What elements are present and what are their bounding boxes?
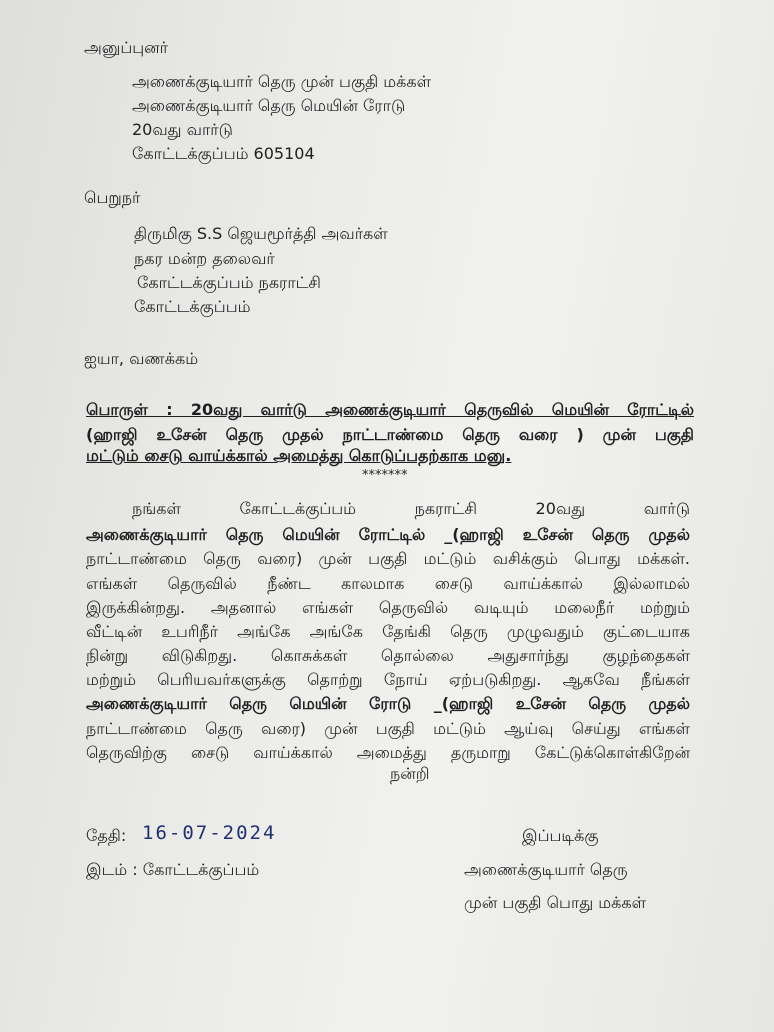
body-line-3: நாட்டாண்மை தெரு வரை) முன் பகுதி மட்டும் வசிக்கும் பொது மக்கள். — [86, 549, 690, 568]
subject-line-1 — [86, 397, 694, 422]
body-line-5: இருக்கின்றது. அதனால் எங்கள் தெருவில் வடியும் மலைநீர் மற்றும் — [86, 598, 690, 617]
receiver-line-4: கோட்டக்குப்பம் — [134, 297, 251, 316]
receiver-line-2: நகர மன்ற தலைவர் — [134, 249, 275, 268]
place-value: கோட்டக்குப்பம் — [142, 860, 260, 879]
body-line-11: தெருவிற்கு சைடு வாய்க்கால் அமைத்து தருமாறு கேட்டுக்கொள்கிறேன் — [86, 743, 690, 762]
sender-heading: அனுப்புனர் — [84, 38, 169, 57]
body-line-1: நங்கள் கோட்டக்குப்பம் நகராட்சி 20வது வார்டு — [132, 499, 690, 518]
sender-line-4: கோட்டக்குப்பம் 605104 — [132, 144, 315, 163]
subject-line-2: (ஹாஜி உசேன் தெரு முதல் நாட்டாண்மை தெரு வரை ) முன் பகுதி — [86, 425, 694, 444]
signatory-line-1: அணைக்குடியார் தெரு — [464, 860, 628, 879]
body-line-8: மற்றும் பெரியவர்களுக்கு தொற்று நோய் ஏற்படுகிறது. ஆகவே நீங்கள் — [86, 670, 690, 689]
place-line — [86, 860, 259, 880]
subject-line-1-text: பொருள் : 20வது வார்டு அணைக்குடியார் தெருவில் மெயின் ரோட்டில் — [86, 400, 694, 419]
receiver-line-3: கோட்டக்குப்பம் நகராட்சி — [137, 273, 321, 292]
place-label: இடம் : — [86, 860, 138, 879]
body-line-6: வீட்டின் உபரிநீர் அங்கே அங்கே தேங்கி தெரு முழுவதும் குட்டையாக — [86, 622, 690, 641]
body-line-2: அணைக்குடியார் தெரு மெயின் ரோட்டில் _(ஹாஜி உசேன் தெரு முதல் — [86, 525, 690, 544]
closing: இப்படிக்கு — [522, 826, 599, 845]
subject-separator: ******* — [362, 468, 408, 483]
body-line-4: எங்கள் தெருவில் நீண்ட காலமாக சைடு வாய்க்கால் இல்லாமல் — [86, 574, 690, 593]
date-value-handwritten: 16-07-2024 — [142, 822, 277, 844]
sender-line-3: 20வது வார்டு — [132, 120, 233, 139]
date-label: தேதி: — [86, 826, 127, 845]
sender-line-2: அணைக்குடியார் தெரு மெயின் ரோடு — [132, 96, 406, 115]
sender-line-1: அணைக்குடியார் தெரு முன் பகுதி மக்கள் — [132, 72, 432, 91]
body-line-9: அணைக்குடியார் தெரு மெயின் ரோடு _(ஹாஜி உசேன் தெரு முதல் — [86, 694, 690, 713]
thanks: நன்றி — [390, 764, 430, 783]
body-line-10: நாட்டாண்மை தெரு வரை) முன் பகுதி மட்டும் ஆய்வு செய்து எங்கள் — [86, 719, 690, 738]
receiver-heading: பெறுநர் — [84, 188, 141, 207]
receiver-line-1: திருமிகு S.S ஜெயமூர்த்தி அவர்கள் — [134, 224, 388, 243]
subject-line-3: மட்டும் சைடு வாய்க்கால் அமைத்து கொடுப்பதற்காக மனு. — [86, 446, 512, 465]
greeting: ஐயா, வணக்கம் — [84, 349, 199, 368]
signatory-line-2: முன் பகுதி பொது மக்கள் — [464, 893, 647, 912]
body-line-7: நின்று விடுகிறது. கொசுக்கள் தொல்லை அதுசார்ந்து குழந்தைகள் — [86, 646, 690, 665]
